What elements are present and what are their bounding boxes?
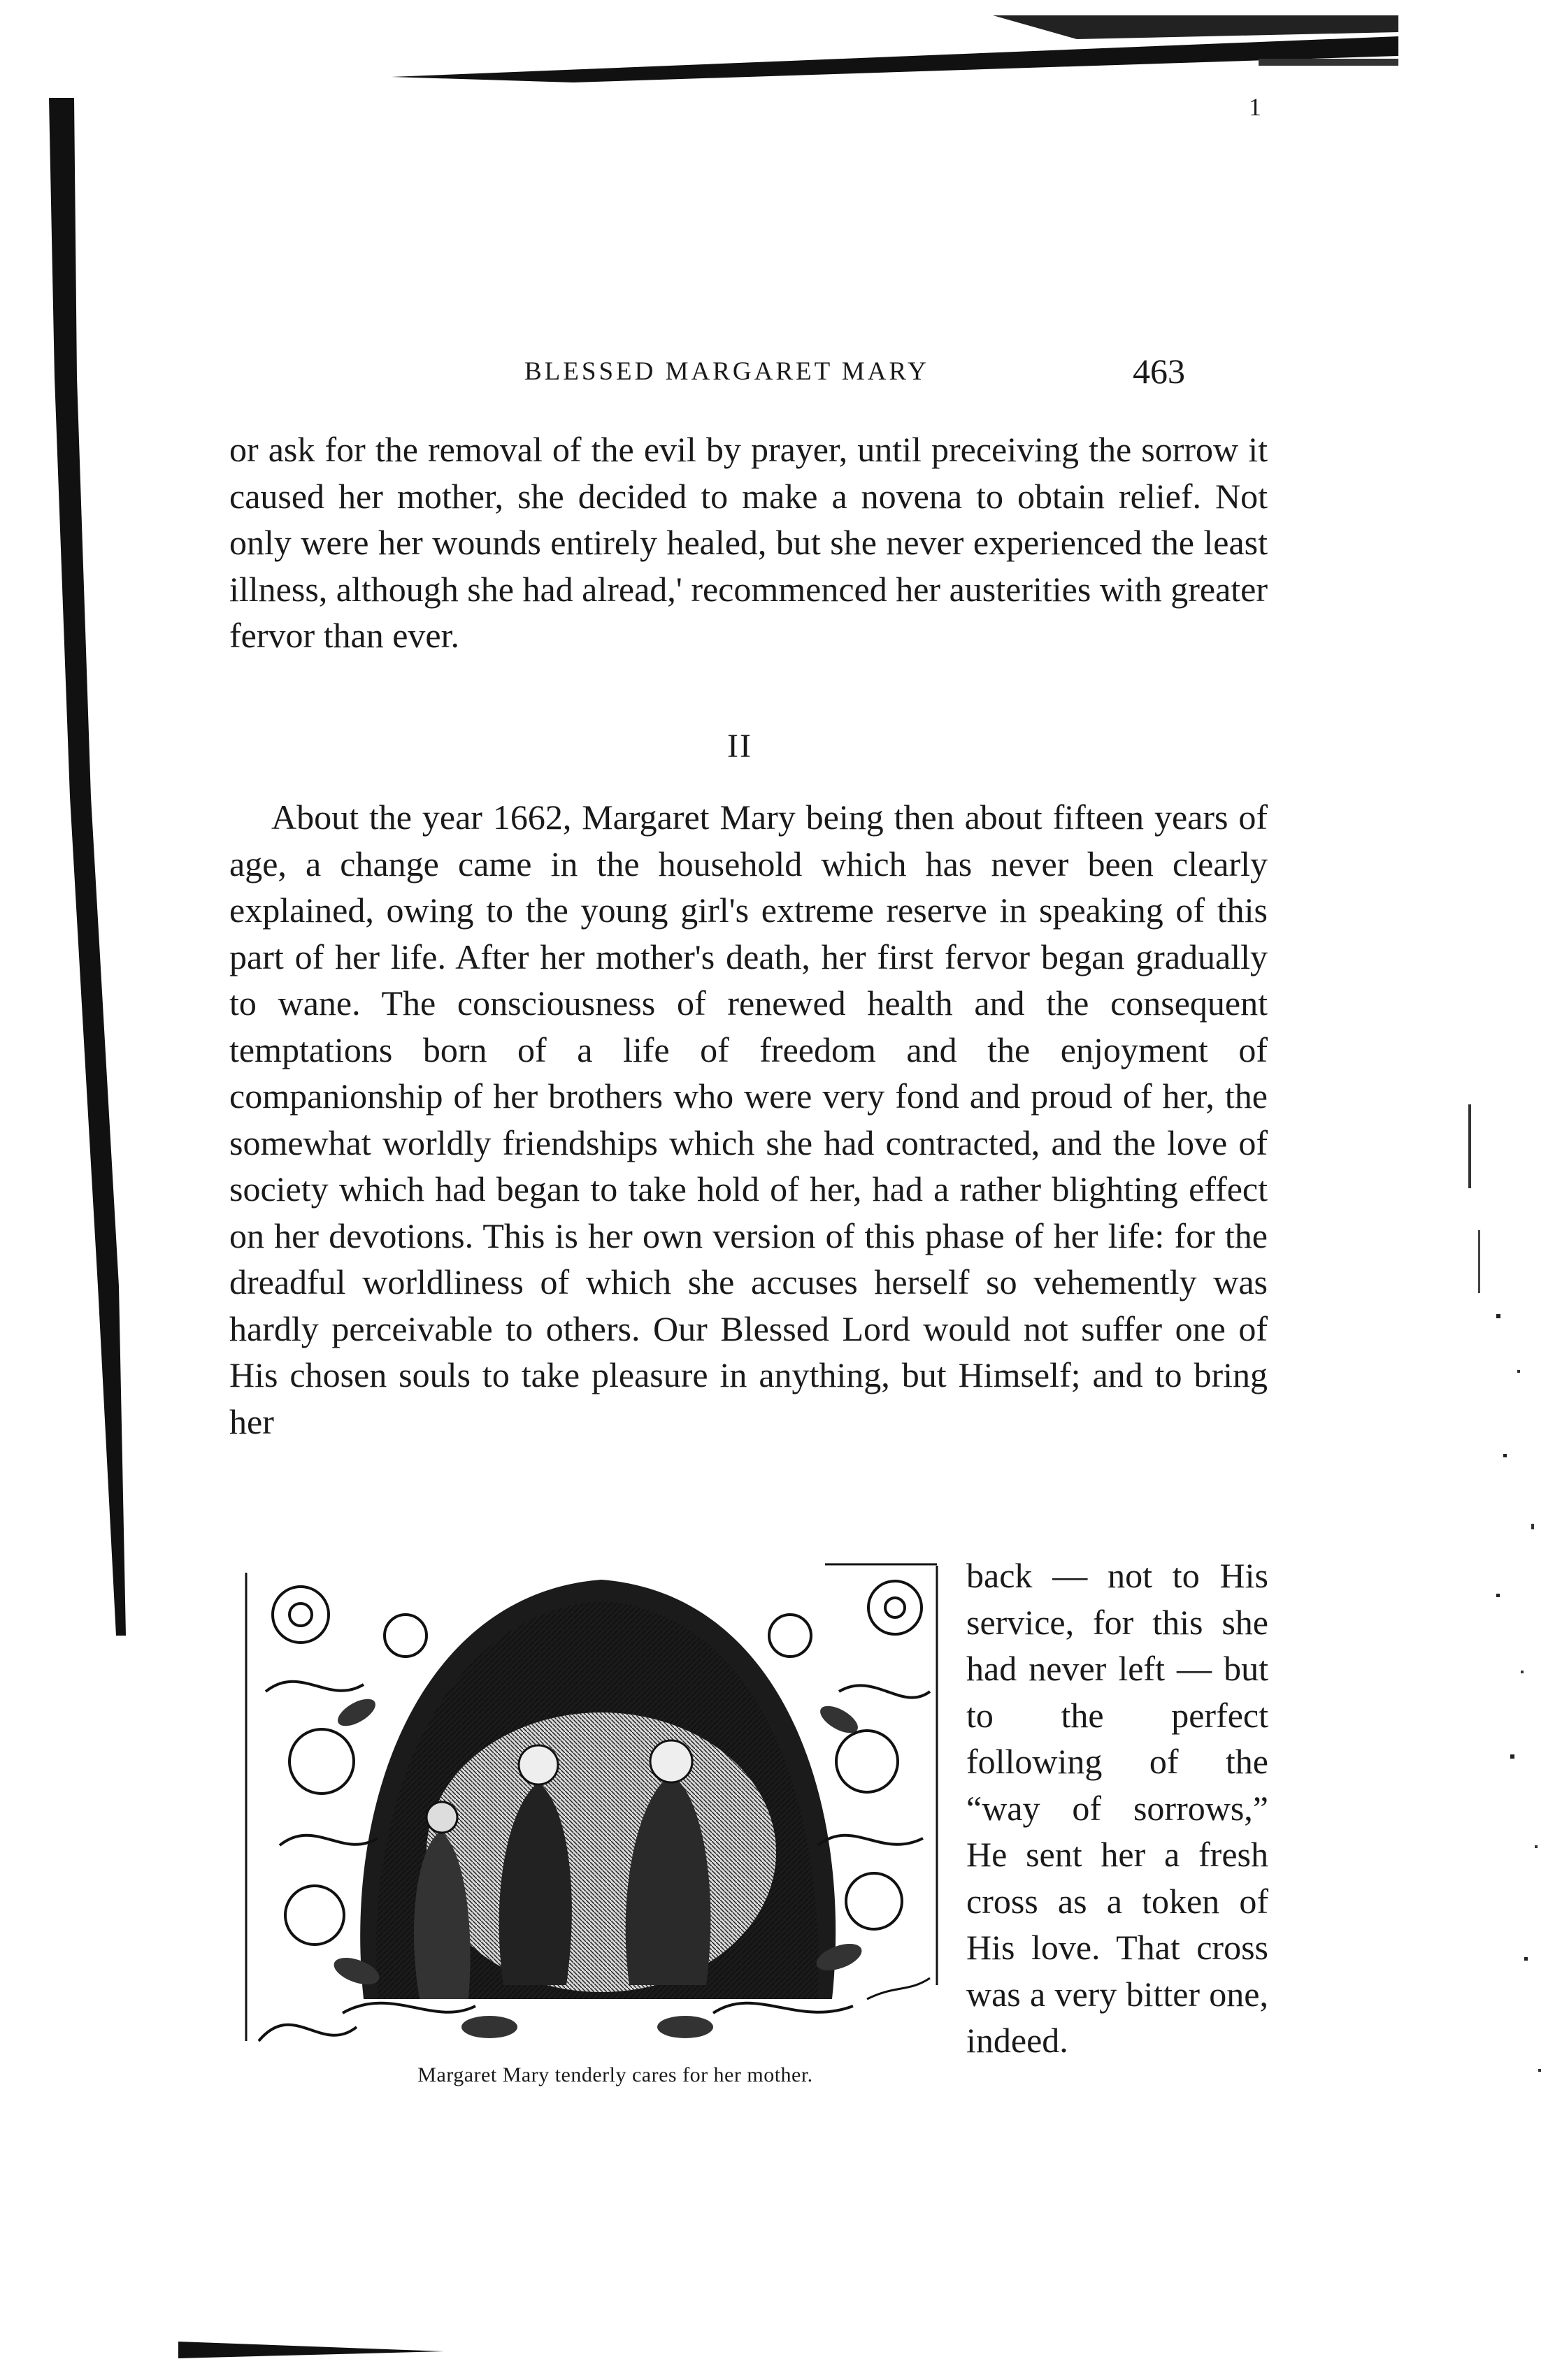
engraving-illustration [238, 1552, 951, 2069]
scan-edge-left [49, 98, 133, 1636]
running-title: BLESSED MARGARET MARY [524, 357, 929, 386]
engraving-picture [238, 1552, 951, 2069]
paragraph-3-text: back — not to His service, for this she had never left — but to the perfect following of the “way of sorrows,” He sent her a fresh cross as a token of His love. That cross was a very bitter one, indeed. [966, 1556, 1268, 2060]
scan-smear-top [392, 15, 1398, 92]
running-head [231, 351, 1280, 400]
section-heading: II [727, 728, 752, 765]
paragraph-1 [229, 426, 1268, 659]
scan-corner-mark: 1 [1249, 93, 1261, 121]
paragraph-2 [229, 794, 1268, 1445]
paragraph-1-text: or ask for the removal of the evil by prayer, until preceiving the sorrow it caused her mother, she decided to make a novena to obtain relief. Not only were her wounds entirely healed, but she never experienced the least illness, although she had alread,' recommenced her austerities with greater fervor than ever. [229, 430, 1268, 655]
scan-specks-right [1454, 1090, 1552, 2279]
page-number: 463 [1133, 352, 1185, 391]
scan-mark-bottom [178, 2335, 444, 2363]
paragraph-3 [966, 1552, 1268, 2064]
figure-caption: Margaret Mary tenderly cares for her mother. [417, 2063, 813, 2086]
paragraph-2-text: About the year 1662, Margaret Mary being then about fifteen years of age, a change came in the household which has never been clearly explained, owing to the young girl's extreme reserve in speaking of this part of her life. After her mother's death, her first fervor began gradually to wane. The consciousness of renewed health and the consequent temptations born of a life of freedom and the enjoyment of companionship of her brothers who were very fond and proud of her, the somewhat worldly friendships which she had contracted, and the love of society which had began to take hold of her, had a rather blighting effect on her devotions. This is her own version of this phase of her life: for the dreadful worldliness of which she accuses herself so vehemently was hardly perceivable to others. Our Blessed Lord would not suffer one of His chosen souls to take pleasure in anything, but Himself; and to bring her [229, 798, 1268, 1441]
